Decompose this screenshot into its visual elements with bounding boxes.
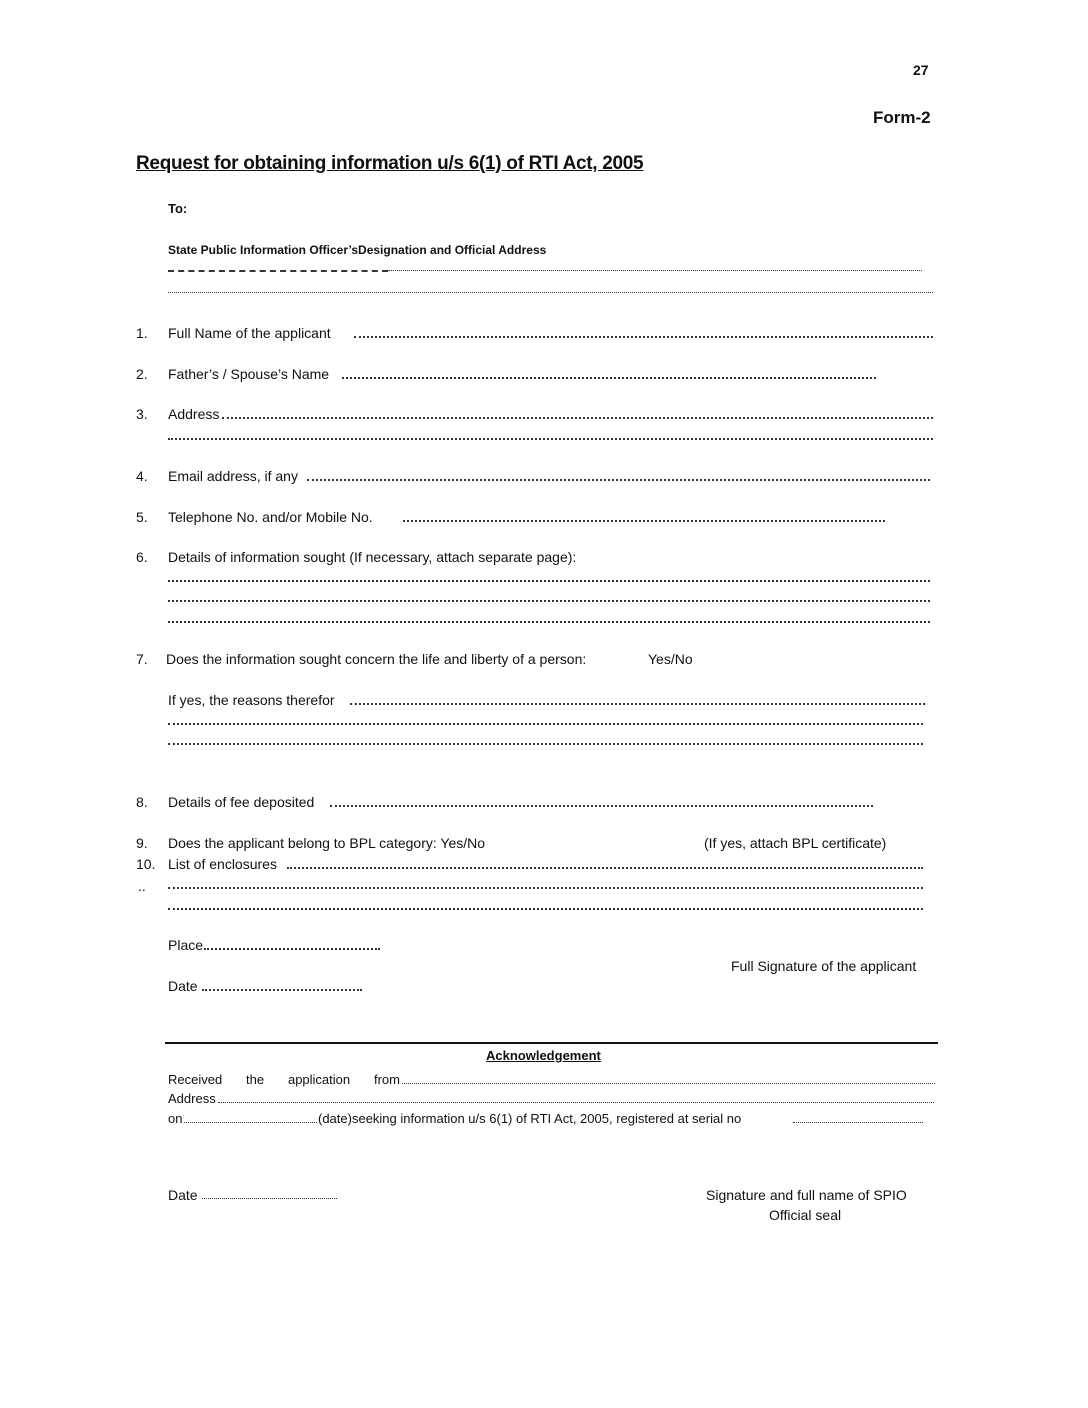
- life-liberty-options[interactable]: Yes/No: [648, 651, 693, 667]
- information-sought-line-3[interactable]: [168, 621, 930, 623]
- spio-address-line-2[interactable]: [168, 292, 933, 293]
- ack-date-value-field[interactable]: [202, 1198, 337, 1199]
- item-7-number: 7.: [136, 651, 148, 667]
- spio-signature-label: Signature and full name of SPIO: [706, 1187, 907, 1203]
- ack-on-label: on: [168, 1111, 183, 1126]
- fee-deposited-label: Details of fee deposited: [168, 794, 315, 810]
- date-field[interactable]: [202, 989, 362, 991]
- received-word-2: the: [246, 1072, 265, 1087]
- item-10-number: 10.: [136, 856, 156, 872]
- received-application-text: [168, 1072, 400, 1087]
- spio-address-line-1b[interactable]: [388, 270, 922, 271]
- ack-date-field[interactable]: [184, 1122, 317, 1123]
- page-number: 27: [913, 62, 929, 78]
- full-name-field[interactable]: [354, 336, 933, 338]
- address-field-line-1[interactable]: [222, 417, 933, 419]
- ack-serial-no-field[interactable]: [793, 1122, 923, 1123]
- bpl-certificate-note: (If yes, attach BPL certificate): [704, 835, 887, 851]
- ack-date-label: Date: [168, 1187, 198, 1203]
- father-spouse-name-field[interactable]: [342, 377, 876, 379]
- acknowledgement-divider: [165, 1042, 938, 1044]
- enclosures-field-line-1[interactable]: [287, 867, 923, 869]
- reasons-field-line-1[interactable]: [350, 703, 925, 705]
- place-label: Place: [168, 937, 204, 953]
- telephone-field[interactable]: [403, 520, 885, 522]
- information-sought-label: Details of information sought (If necessary, attach separate page):: [168, 549, 577, 565]
- enclosures-label: List of enclosures: [168, 856, 277, 872]
- item-3-number: 3.: [136, 406, 148, 422]
- information-sought-line-1[interactable]: [168, 580, 930, 582]
- received-word-4: from: [373, 1072, 400, 1087]
- email-label: Email address, if any: [168, 468, 298, 484]
- reasons-field-line-3[interactable]: [168, 743, 923, 745]
- received-from-field[interactable]: [402, 1083, 935, 1084]
- date-label: Date: [168, 978, 198, 994]
- item-6-number: 6.: [136, 549, 148, 565]
- item-10-continuation-mark: ..: [138, 878, 146, 894]
- ack-seeking-text: (date)seeking information u/s 6(1) of RTI Act, 2005, registered at serial no: [318, 1111, 742, 1126]
- received-word-1: Received: [168, 1072, 223, 1087]
- ack-address-field[interactable]: [218, 1102, 934, 1103]
- applicant-signature-label: Full Signature of the applicant: [731, 958, 917, 974]
- place-field[interactable]: [204, 948, 380, 950]
- enclosures-field-line-3[interactable]: [168, 908, 923, 910]
- reasons-label: If yes, the reasons therefor: [168, 692, 335, 708]
- address-label: Address: [168, 406, 220, 422]
- telephone-label: Telephone No. and/or Mobile No.: [168, 509, 373, 525]
- item-5-number: 5.: [136, 509, 148, 525]
- item-8-number: 8.: [136, 794, 148, 810]
- father-spouse-name-label: Father’s / Spouse’s Name: [168, 366, 330, 382]
- item-9-number: 9.: [136, 835, 148, 851]
- acknowledgement-heading: Acknowledgement: [486, 1048, 601, 1063]
- item-2-number: 2.: [136, 366, 148, 382]
- life-liberty-label: Does the information sought concern the life and liberty of a person:: [166, 651, 587, 667]
- item-4-number: 4.: [136, 468, 148, 484]
- bpl-category-label[interactable]: Does the applicant belong to BPL category: Yes/No: [168, 835, 486, 851]
- email-field[interactable]: [307, 479, 930, 481]
- received-word-3: application: [287, 1072, 351, 1087]
- form-label: Form-2: [873, 108, 931, 127]
- fee-deposited-field[interactable]: [330, 805, 873, 807]
- enclosures-field-line-2[interactable]: [168, 887, 923, 889]
- full-name-label: Full Name of the applicant: [168, 325, 331, 341]
- reasons-field-line-2[interactable]: [168, 723, 923, 725]
- ack-address-label: Address: [168, 1091, 216, 1106]
- address-field-line-2[interactable]: [168, 438, 933, 440]
- official-seal-label: Official seal: [769, 1207, 842, 1223]
- to-label: To:: [168, 201, 188, 216]
- item-1-number: 1.: [136, 325, 148, 341]
- page-title: Request for obtaining information u/s 6(1) of RTI Act, 2005: [136, 153, 644, 174]
- information-sought-line-2[interactable]: [168, 600, 930, 602]
- spio-address-line-1a[interactable]: [168, 270, 388, 272]
- spio-address-label: State Public Information Officer’sDesignation and Official Address: [168, 243, 547, 257]
